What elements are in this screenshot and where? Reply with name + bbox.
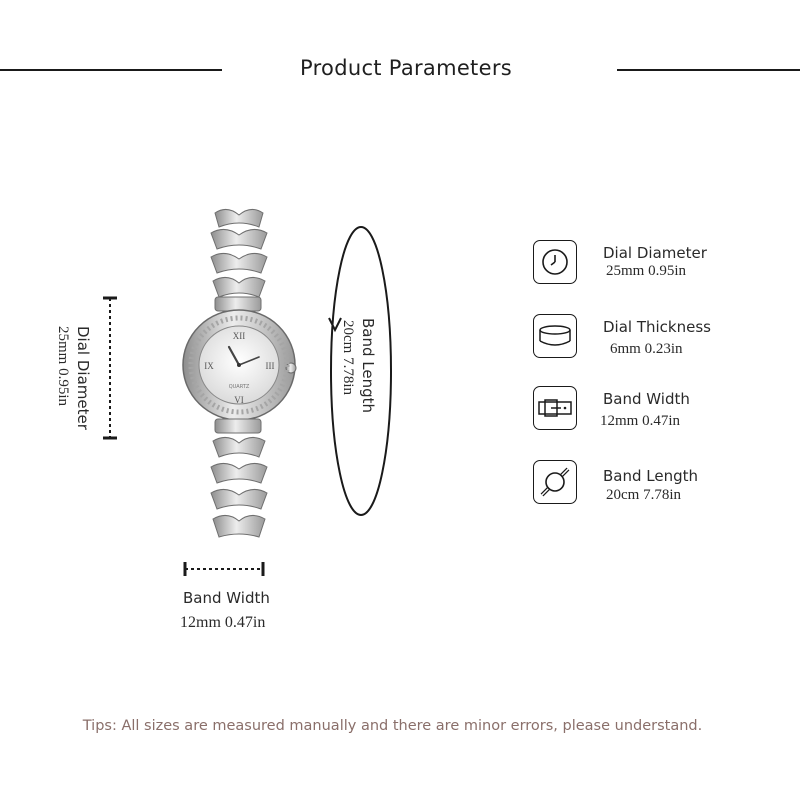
band-width-measure-line	[182, 560, 266, 578]
header-rule-right	[617, 69, 800, 71]
lower-band	[211, 419, 267, 537]
upper-band	[211, 209, 267, 311]
clock-icon	[533, 240, 577, 284]
dial-diameter-measure-line	[100, 295, 120, 441]
band-width-value: 12mm 0.47in	[180, 614, 266, 631]
tips-text: Tips: All sizes are measured manually and there are minor errors, please understand.	[82, 718, 703, 734]
svg-text:XII: XII	[232, 331, 246, 341]
band-buckle-icon	[533, 386, 577, 430]
param-band-length-name: Band Length	[603, 467, 699, 485]
cylinder-icon	[533, 314, 577, 358]
band-length-value: 20cm 7.78in	[340, 320, 356, 395]
svg-text:IX: IX	[204, 361, 214, 371]
svg-text:III: III	[265, 361, 275, 371]
band-length-label: Band Length	[359, 318, 377, 414]
page-title: Product Parameters	[299, 56, 512, 80]
param-band-width-name: Band Width	[603, 390, 690, 408]
watch-brand-text: QUARTZ	[228, 384, 250, 390]
param-dial-diameter-value: 25mm 0.95in	[606, 263, 687, 279]
param-band-width-value: 12mm 0.47in	[600, 413, 681, 429]
svg-text:VI: VI	[234, 395, 244, 405]
dial-diameter-value: 25mm 0.95in	[55, 326, 71, 407]
param-dial-diameter-name: Dial Diameter	[603, 244, 707, 262]
dial-diameter-label: Dial Diameter	[74, 326, 92, 430]
strap-watch-icon	[533, 460, 577, 504]
param-band-length-value: 20cm 7.78in	[606, 487, 681, 503]
param-dial-thickness-name: Dial Thickness	[603, 318, 711, 336]
param-dial-thickness-value: 6mm 0.23in	[610, 341, 683, 357]
watch-illustration	[175, 205, 305, 550]
band-width-label: Band Width	[183, 589, 270, 607]
